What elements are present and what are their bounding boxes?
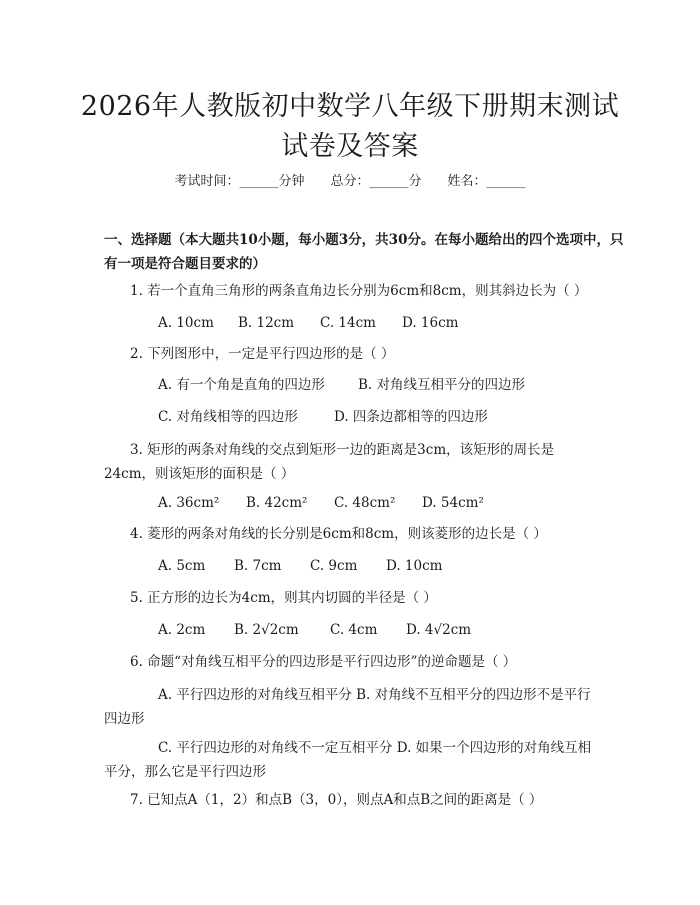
option-b: B. 对角线互相平分的四边形 — [358, 377, 526, 393]
question-1: 1. 若一个直角三角形的两条直角边长分别为6cm和8cm，则其斜边长为（ ） — [130, 283, 588, 299]
student-name-field: 姓名：______ — [447, 174, 526, 189]
question-6-options-cd: C. 平行四边形的对角线不一定互相平分 D. 如果一个四边形的对角线互相平分，那么它是平行四边形 — [104, 740, 592, 780]
section-heading-choice: 一、选择题（本大题共10小题，每小题3分，共30分。在每小题给出的四个选项中，只有一项是符合题目要求的） — [104, 232, 624, 272]
question-4: 4. 菱形的两条对角线的长分别是6cm和8cm，则该菱形的边长是（ ） — [130, 526, 547, 542]
option-b: B. 42cm² — [246, 495, 308, 511]
option-a: A. 5cm — [158, 558, 206, 574]
exam-title-line2: 试卷及答案 — [281, 131, 419, 162]
option-d: D. 四条边都相等的四边形 — [334, 409, 488, 425]
option-c: C. 14cm — [320, 315, 376, 331]
option-a: A. 36cm² — [158, 495, 220, 511]
option-d: D. 16cm — [402, 315, 459, 331]
option-b: B. 12cm — [238, 315, 295, 331]
total-score-field: 总分：______分 — [330, 174, 422, 189]
exam-time-field: 考试时间：______分钟 — [174, 174, 305, 189]
option-b: B. 7cm — [234, 558, 282, 574]
exam-meta — [0, 170, 700, 189]
question-1-options — [158, 313, 458, 333]
option-c: C. 48cm² — [334, 495, 396, 511]
option-a: A. 10cm — [158, 315, 214, 331]
question-2-options-row1 — [158, 375, 525, 395]
option-c: C. 对角线相等的四边形 — [158, 409, 298, 425]
exam-title-line1: 2026年人教版初中数学八年级下册期末测试 — [80, 91, 620, 122]
question-6-options-ab: A. 平行四边形的对角线互相平分 B. 对角线不互相平分的四边形不是平行四边形 — [104, 687, 591, 727]
option-c: C. 4cm — [330, 622, 378, 638]
question-2-options-row2 — [158, 407, 488, 427]
option-d: D. 10cm — [386, 558, 443, 574]
question-3: 3. 矩形的两条对角线的交点到矩形一边的距离是3cm，该矩形的周长是24cm，则该矩形的面积是（ ） — [104, 442, 555, 482]
option-d: D. 4√2cm — [406, 622, 472, 638]
option-d: D. 54cm² — [422, 495, 484, 511]
question-4-options — [158, 556, 442, 576]
question-2: 2. 下列图形中，一定是平行四边形的是（ ） — [130, 346, 395, 362]
question-7: 7. 已知点A（1，2）和点B（3，0），则点A和点B之间的距离是（ ） — [130, 792, 543, 808]
question-5-options — [158, 620, 471, 640]
option-a: A. 有一个角是直角的四边形 — [158, 377, 325, 393]
question-3-options — [158, 493, 484, 513]
option-a: A. 2cm — [158, 622, 206, 638]
option-b: B. 2√2cm — [234, 622, 299, 638]
question-6: 6. 命题“对角线互相平分的四边形是平行四边形”的逆命题是（ ） — [130, 654, 517, 670]
question-5: 5. 正方形的边长为4cm，则其内切圆的半径是（ ） — [130, 590, 437, 606]
option-c: C. 9cm — [310, 558, 358, 574]
